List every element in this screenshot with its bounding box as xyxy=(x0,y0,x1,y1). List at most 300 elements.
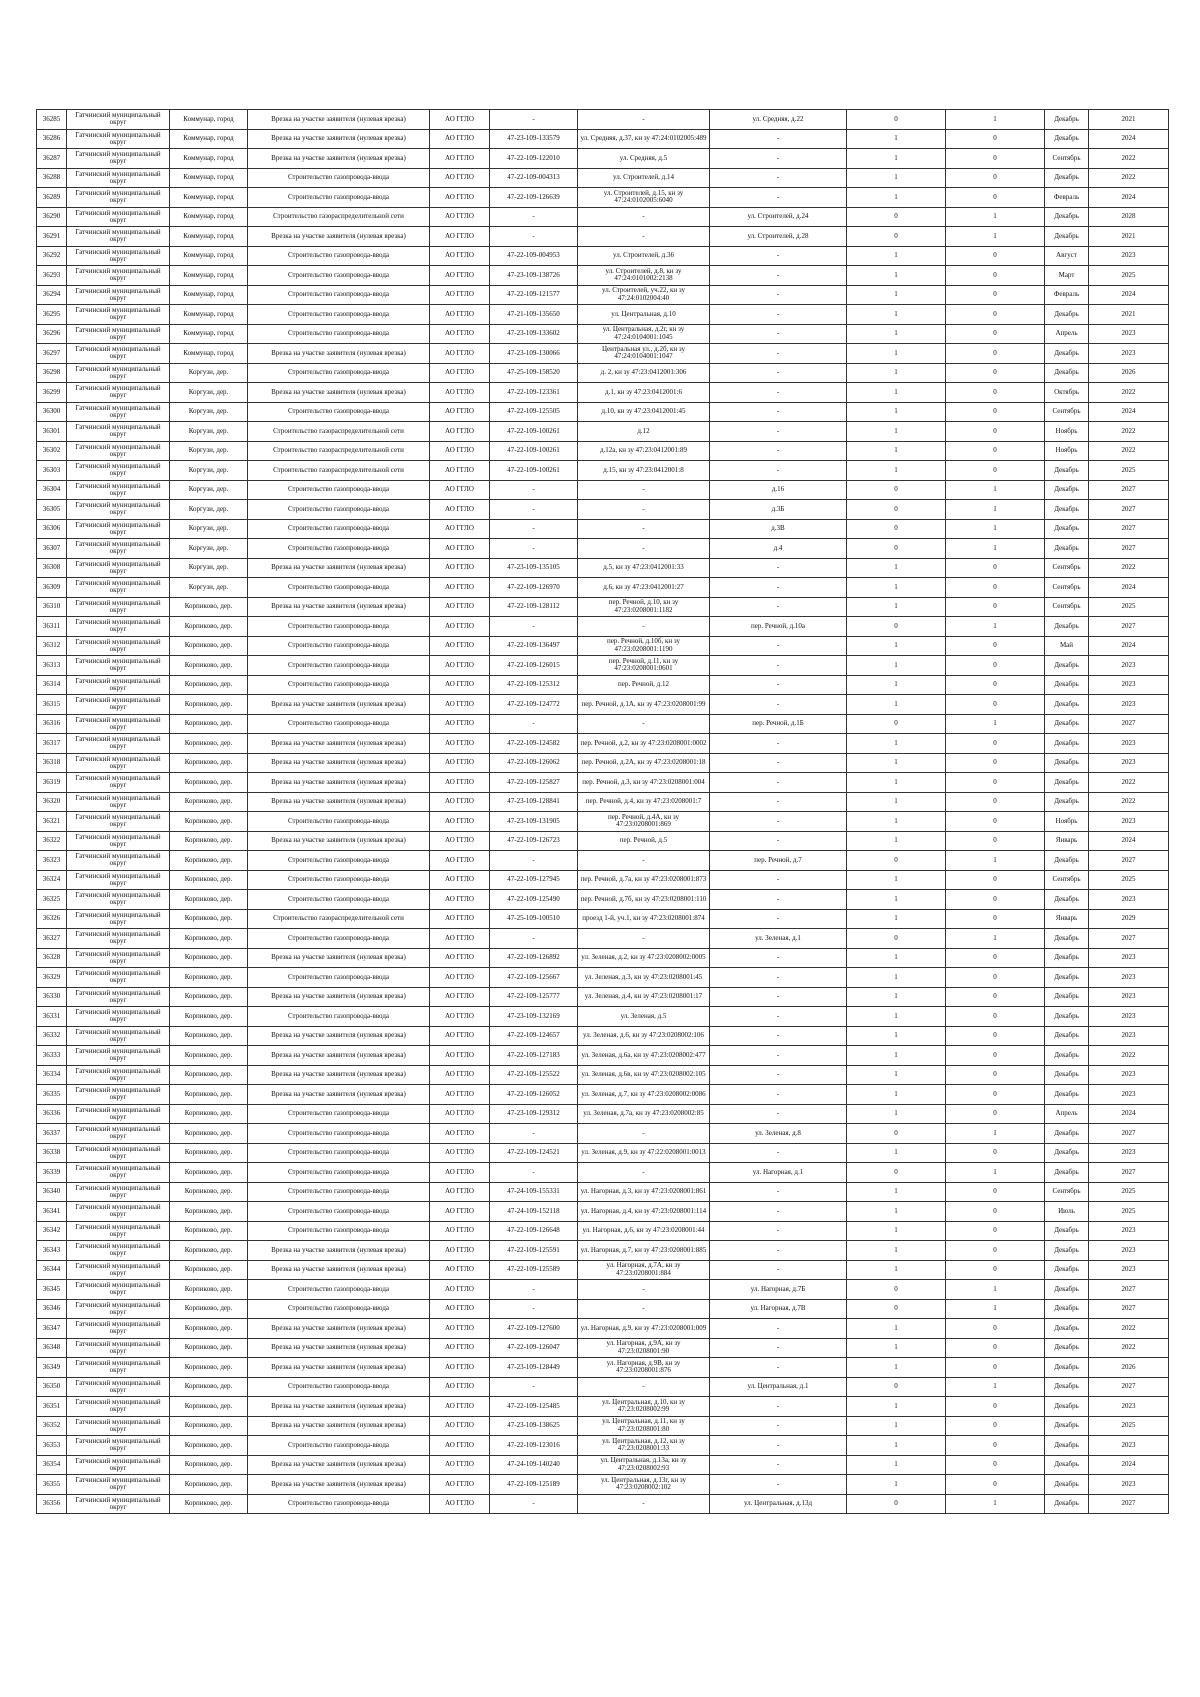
count-a-cell: 1 xyxy=(847,968,946,988)
year-cell: 2021 xyxy=(1089,305,1169,325)
planned-address-cell: - xyxy=(710,1202,847,1222)
contract-number-cell: - xyxy=(490,851,578,871)
month-cell: Декабрь xyxy=(1045,968,1089,988)
count-a-cell: 1 xyxy=(847,1104,946,1124)
work-type-cell: Врезка на участке заявителя (нулевая врезка) xyxy=(248,1026,430,1046)
organization-cell: АО ГГЛО xyxy=(430,636,490,656)
month-cell: Декабрь xyxy=(1045,480,1089,500)
locality-cell: Коммунар, город xyxy=(170,227,248,247)
planned-address-cell: пер. Речной, д.1Б xyxy=(710,714,847,734)
table-row xyxy=(37,207,1169,227)
month-cell: Сентябрь xyxy=(1045,149,1089,169)
year-cell: 2022 xyxy=(1089,441,1169,461)
row-number: 36348 xyxy=(37,1338,67,1358)
count-b-cell: 1 xyxy=(946,929,1045,949)
work-type-cell: Врезка на участке заявителя (нулевая врезка) xyxy=(248,1338,430,1358)
table-row xyxy=(37,597,1169,617)
table-row xyxy=(37,1436,1169,1456)
district-cell: Гатчинский муниципальный округ xyxy=(67,948,170,968)
contract-number-cell: - xyxy=(490,110,578,130)
count-b-cell: 0 xyxy=(946,1260,1045,1280)
organization-cell: АО ГГЛО xyxy=(430,227,490,247)
contract-number-cell: - xyxy=(490,1377,578,1397)
month-cell: Декабрь xyxy=(1045,129,1089,149)
year-cell: 2024 xyxy=(1089,129,1169,149)
work-type-cell: Строительство газопровода-ввода xyxy=(248,714,430,734)
month-cell: Декабрь xyxy=(1045,1241,1089,1261)
row-number: 36342 xyxy=(37,1221,67,1241)
organization-cell: АО ГГЛО xyxy=(430,597,490,617)
year-cell: 2024 xyxy=(1089,1104,1169,1124)
table-row xyxy=(37,422,1169,442)
cadastral-address-cell: - xyxy=(578,110,710,130)
count-b-cell: 0 xyxy=(946,168,1045,188)
district-cell: Гатчинский муниципальный округ xyxy=(67,461,170,481)
contract-number-cell: 47-22-109-125589 xyxy=(490,1260,578,1280)
count-b-cell: 1 xyxy=(946,1494,1045,1514)
contract-number-cell: - xyxy=(490,519,578,539)
planned-address-cell: д.3В xyxy=(710,519,847,539)
planned-address-cell: д.16 xyxy=(710,480,847,500)
contract-number-cell: 47-22-109-124772 xyxy=(490,695,578,715)
count-b-cell: 1 xyxy=(946,1299,1045,1319)
contract-number-cell: 47-23-109-138726 xyxy=(490,266,578,286)
work-type-cell: Строительство газопровода-ввода xyxy=(248,1124,430,1144)
table-row xyxy=(37,890,1169,910)
district-cell: Гатчинский муниципальный округ xyxy=(67,617,170,637)
planned-address-cell: - xyxy=(710,675,847,695)
table-row xyxy=(37,1202,1169,1222)
cadastral-address-cell: ул. Центральная, д.13а, кн зу 47:23:0208002:93 xyxy=(578,1455,710,1475)
district-cell: Гатчинский муниципальный округ xyxy=(67,305,170,325)
count-a-cell: 1 xyxy=(847,1202,946,1222)
month-cell: Сентябрь xyxy=(1045,1182,1089,1202)
locality-cell: Корпиково, дер. xyxy=(170,987,248,1007)
organization-cell: АО ГГЛО xyxy=(430,402,490,422)
row-number: 36304 xyxy=(37,480,67,500)
work-type-cell: Строительство газопровода-ввода xyxy=(248,480,430,500)
table-row xyxy=(37,1377,1169,1397)
district-cell: Гатчинский муниципальный округ xyxy=(67,1026,170,1046)
count-b-cell: 0 xyxy=(946,402,1045,422)
organization-cell: АО ГГЛО xyxy=(430,1319,490,1339)
locality-cell: Корпиково, дер. xyxy=(170,1416,248,1436)
year-cell: 2023 xyxy=(1089,968,1169,988)
count-b-cell: 0 xyxy=(946,149,1045,169)
row-number: 36290 xyxy=(37,207,67,227)
count-a-cell: 0 xyxy=(847,617,946,637)
cadastral-address-cell: - xyxy=(578,1494,710,1514)
count-a-cell: 1 xyxy=(847,1241,946,1261)
row-number: 36355 xyxy=(37,1475,67,1495)
table-row xyxy=(37,363,1169,383)
district-cell: Гатчинский муниципальный округ xyxy=(67,1455,170,1475)
year-cell: 2027 xyxy=(1089,851,1169,871)
cadastral-address-cell: ул. Центральная, д.2г, кн зу 47:24:0104001:1045 xyxy=(578,324,710,344)
month-cell: Декабрь xyxy=(1045,1007,1089,1027)
cadastral-address-cell: пер. Речной, д.2, кн зу 47:23:0208001:0002 xyxy=(578,734,710,754)
work-type-cell: Строительство газопровода-ввода xyxy=(248,656,430,676)
cadastral-address-cell: ул. Средняя, д.37, кн зу 47:24:0102005:489 xyxy=(578,129,710,149)
year-cell: 2022 xyxy=(1089,1338,1169,1358)
district-cell: Гатчинский муниципальный округ xyxy=(67,987,170,1007)
organization-cell: АО ГГЛО xyxy=(430,461,490,481)
count-b-cell: 0 xyxy=(946,1143,1045,1163)
month-cell: Декабрь xyxy=(1045,110,1089,130)
planned-address-cell: ул. Строителей, д.24 xyxy=(710,207,847,227)
organization-cell: АО ГГЛО xyxy=(430,344,490,364)
cadastral-address-cell: пер. Речной, д.10, кн зу 47:23:0208001:1182 xyxy=(578,597,710,617)
planned-address-cell: - xyxy=(710,285,847,305)
work-type-cell: Строительство газопровода-ввода xyxy=(248,870,430,890)
organization-cell: АО ГГЛО xyxy=(430,1241,490,1261)
table-row xyxy=(37,987,1169,1007)
count-a-cell: 1 xyxy=(847,948,946,968)
locality-cell: Корпиково, дер. xyxy=(170,1397,248,1417)
year-cell: 2023 xyxy=(1089,695,1169,715)
cadastral-address-cell: пер. Речной, д.11, кн зу 47:23:0208001:0601 xyxy=(578,656,710,676)
district-cell: Гатчинский муниципальный округ xyxy=(67,1436,170,1456)
table-row xyxy=(37,1104,1169,1124)
district-cell: Гатчинский муниципальный округ xyxy=(67,656,170,676)
count-b-cell: 1 xyxy=(946,1377,1045,1397)
organization-cell: АО ГГЛО xyxy=(430,1104,490,1124)
contract-number-cell: 47-22-109-128112 xyxy=(490,597,578,617)
work-type-cell: Врезка на участке заявителя (нулевая врезка) xyxy=(248,1065,430,1085)
table-row xyxy=(37,1182,1169,1202)
district-cell: Гатчинский муниципальный округ xyxy=(67,1202,170,1222)
month-cell: Декабрь xyxy=(1045,987,1089,1007)
locality-cell: Коргузи, дер. xyxy=(170,461,248,481)
month-cell: Декабрь xyxy=(1045,227,1089,247)
table-row xyxy=(37,1026,1169,1046)
contract-number-cell: 47-22-109-125777 xyxy=(490,987,578,1007)
count-b-cell: 1 xyxy=(946,617,1045,637)
planned-address-cell: - xyxy=(710,753,847,773)
planned-address-cell: - xyxy=(710,1358,847,1378)
planned-address-cell: - xyxy=(710,168,847,188)
district-cell: Гатчинский муниципальный округ xyxy=(67,1104,170,1124)
organization-cell: АО ГГЛО xyxy=(430,968,490,988)
organization-cell: АО ГГЛО xyxy=(430,149,490,169)
year-cell: 2022 xyxy=(1089,168,1169,188)
district-cell: Гатчинский муниципальный округ xyxy=(67,539,170,559)
district-cell: Гатчинский муниципальный округ xyxy=(67,714,170,734)
table-row xyxy=(37,948,1169,968)
cadastral-address-cell: - xyxy=(578,1280,710,1300)
contract-number-cell: 47-22-109-126639 xyxy=(490,188,578,208)
work-type-cell: Строительство газопровода-ввода xyxy=(248,812,430,832)
year-cell: 2025 xyxy=(1089,1202,1169,1222)
work-type-cell: Врезка на участке заявителя (нулевая врезка) xyxy=(248,1475,430,1495)
planned-address-cell: ул. Нагорная, д.7Б xyxy=(710,1280,847,1300)
year-cell: 2022 xyxy=(1089,1046,1169,1066)
district-cell: Гатчинский муниципальный округ xyxy=(67,129,170,149)
count-a-cell: 1 xyxy=(847,812,946,832)
organization-cell: АО ГГЛО xyxy=(430,266,490,286)
planned-address-cell: - xyxy=(710,1085,847,1105)
count-a-cell: 1 xyxy=(847,363,946,383)
count-b-cell: 0 xyxy=(946,831,1045,851)
planned-address-cell: ул. Центральная, д.13д xyxy=(710,1494,847,1514)
year-cell: 2027 xyxy=(1089,1280,1169,1300)
count-b-cell: 1 xyxy=(946,1280,1045,1300)
month-cell: Декабрь xyxy=(1045,1475,1089,1495)
contract-number-cell: 47-21-109-135650 xyxy=(490,305,578,325)
planned-address-cell: ул. Строителей, д.28 xyxy=(710,227,847,247)
contract-number-cell: 47-22-109-126892 xyxy=(490,948,578,968)
planned-address-cell: - xyxy=(710,909,847,929)
count-a-cell: 1 xyxy=(847,773,946,793)
table-row xyxy=(37,519,1169,539)
work-type-cell: Строительство газопровода-ввода xyxy=(248,1143,430,1163)
planned-address-cell: - xyxy=(710,441,847,461)
locality-cell: Корпиково, дер. xyxy=(170,656,248,676)
count-b-cell: 1 xyxy=(946,110,1045,130)
locality-cell: Коргузи, дер. xyxy=(170,383,248,403)
locality-cell: Корпиково, дер. xyxy=(170,929,248,949)
month-cell: Декабрь xyxy=(1045,890,1089,910)
contract-number-cell: 47-23-109-128841 xyxy=(490,792,578,812)
count-a-cell: 1 xyxy=(847,1358,946,1378)
count-b-cell: 0 xyxy=(946,1416,1045,1436)
contract-number-cell: 47-24-109-152118 xyxy=(490,1202,578,1222)
organization-cell: АО ГГЛО xyxy=(430,695,490,715)
work-type-cell: Врезка на участке заявителя (нулевая врезка) xyxy=(248,753,430,773)
planned-address-cell: - xyxy=(710,578,847,598)
row-number: 36337 xyxy=(37,1124,67,1144)
work-type-cell: Строительство газопровода-ввода xyxy=(248,1202,430,1222)
year-cell: 2027 xyxy=(1089,519,1169,539)
locality-cell: Коммунар, город xyxy=(170,110,248,130)
planned-address-cell: - xyxy=(710,831,847,851)
count-a-cell: 0 xyxy=(847,714,946,734)
district-cell: Гатчинский муниципальный округ xyxy=(67,480,170,500)
locality-cell: Корпиково, дер. xyxy=(170,1319,248,1339)
year-cell: 2023 xyxy=(1089,246,1169,266)
district-cell: Гатчинский муниципальный округ xyxy=(67,1319,170,1339)
row-number: 36350 xyxy=(37,1377,67,1397)
locality-cell: Коргузи, дер. xyxy=(170,500,248,520)
contract-number-cell: 47-22-109-004313 xyxy=(490,168,578,188)
organization-cell: АО ГГЛО xyxy=(430,246,490,266)
organization-cell: АО ГГЛО xyxy=(430,441,490,461)
table-row xyxy=(37,812,1169,832)
organization-cell: АО ГГЛО xyxy=(430,909,490,929)
district-cell: Гатчинский муниципальный округ xyxy=(67,207,170,227)
month-cell: Декабрь xyxy=(1045,714,1089,734)
locality-cell: Коммунар, город xyxy=(170,266,248,286)
month-cell: Декабрь xyxy=(1045,1377,1089,1397)
year-cell: 2023 xyxy=(1089,890,1169,910)
organization-cell: АО ГГЛО xyxy=(430,929,490,949)
organization-cell: АО ГГЛО xyxy=(430,1299,490,1319)
work-type-cell: Врезка на участке заявителя (нулевая врезка) xyxy=(248,948,430,968)
month-cell: Сентябрь xyxy=(1045,578,1089,598)
year-cell: 2022 xyxy=(1089,383,1169,403)
count-b-cell: 0 xyxy=(946,1221,1045,1241)
year-cell: 2022 xyxy=(1089,149,1169,169)
contract-number-cell: 47-22-109-126062 xyxy=(490,753,578,773)
planned-address-cell: - xyxy=(710,987,847,1007)
district-cell: Гатчинский муниципальный округ xyxy=(67,519,170,539)
count-a-cell: 1 xyxy=(847,578,946,598)
year-cell: 2023 xyxy=(1089,1085,1169,1105)
year-cell: 2024 xyxy=(1089,831,1169,851)
planned-address-cell: - xyxy=(710,344,847,364)
district-cell: Гатчинский муниципальный округ xyxy=(67,1377,170,1397)
organization-cell: АО ГГЛО xyxy=(430,812,490,832)
count-a-cell: 0 xyxy=(847,207,946,227)
district-cell: Гатчинский муниципальный округ xyxy=(67,363,170,383)
cadastral-address-cell: д.12 xyxy=(578,422,710,442)
organization-cell: АО ГГЛО xyxy=(430,851,490,871)
table-row xyxy=(37,1299,1169,1319)
contract-number-cell: 47-22-109-122010 xyxy=(490,149,578,169)
year-cell: 2027 xyxy=(1089,500,1169,520)
count-a-cell: 1 xyxy=(847,695,946,715)
district-cell: Гатчинский муниципальный округ xyxy=(67,1046,170,1066)
count-b-cell: 0 xyxy=(946,1436,1045,1456)
locality-cell: Корпиково, дер. xyxy=(170,1202,248,1222)
contract-number-cell: 47-22-109-125591 xyxy=(490,1241,578,1261)
table-row xyxy=(37,1260,1169,1280)
table-row xyxy=(37,1494,1169,1514)
month-cell: Декабрь xyxy=(1045,695,1089,715)
row-number: 36301 xyxy=(37,422,67,442)
locality-cell: Корпиково, дер. xyxy=(170,792,248,812)
row-number: 36288 xyxy=(37,168,67,188)
row-number: 36286 xyxy=(37,129,67,149)
organization-cell: АО ГГЛО xyxy=(430,500,490,520)
locality-cell: Корпиково, дер. xyxy=(170,1280,248,1300)
cadastral-address-cell: ул. Центральная, д.12, кн зу 47:23:0208001:33 xyxy=(578,1436,710,1456)
district-cell: Гатчинский муниципальный округ xyxy=(67,695,170,715)
count-b-cell: 0 xyxy=(946,753,1045,773)
contract-number-cell: 47-22-109-127183 xyxy=(490,1046,578,1066)
month-cell: Декабрь xyxy=(1045,344,1089,364)
contract-number-cell: 47-23-109-132169 xyxy=(490,1007,578,1027)
year-cell: 2022 xyxy=(1089,422,1169,442)
cadastral-address-cell: ул. Зеленая, д.5 xyxy=(578,1007,710,1027)
table-row xyxy=(37,1007,1169,1027)
year-cell: 2027 xyxy=(1089,1124,1169,1144)
organization-cell: АО ГГЛО xyxy=(430,870,490,890)
cadastral-address-cell: пер. Речной, д.12 xyxy=(578,675,710,695)
table-row xyxy=(37,831,1169,851)
planned-address-cell: - xyxy=(710,1319,847,1339)
year-cell: 2026 xyxy=(1089,363,1169,383)
month-cell: Январь xyxy=(1045,831,1089,851)
month-cell: Декабрь xyxy=(1045,305,1089,325)
planned-address-cell: - xyxy=(710,1475,847,1495)
contract-number-cell: 47-22-109-126047 xyxy=(490,1338,578,1358)
row-number: 36306 xyxy=(37,519,67,539)
planned-address-cell: - xyxy=(710,1397,847,1417)
organization-cell: АО ГГЛО xyxy=(430,1338,490,1358)
work-type-cell: Строительство газопровода-ввода xyxy=(248,188,430,208)
district-cell: Гатчинский муниципальный округ xyxy=(67,1124,170,1144)
month-cell: Апрель xyxy=(1045,324,1089,344)
cadastral-address-cell: ул. Нагорная, д.4, кн зу 47:23:0208001:114 xyxy=(578,1202,710,1222)
planned-address-cell: - xyxy=(710,890,847,910)
cadastral-address-cell: пер. Речной, д.4, кн зу 47:23:0208001:7 xyxy=(578,792,710,812)
table-row xyxy=(37,909,1169,929)
planned-address-cell: - xyxy=(710,558,847,578)
month-cell: Декабрь xyxy=(1045,1397,1089,1417)
row-number: 36338 xyxy=(37,1143,67,1163)
year-cell: 2027 xyxy=(1089,929,1169,949)
planned-address-cell: - xyxy=(710,1104,847,1124)
month-cell: Декабрь xyxy=(1045,363,1089,383)
month-cell: Май xyxy=(1045,636,1089,656)
month-cell: Декабрь xyxy=(1045,1338,1089,1358)
year-cell: 2023 xyxy=(1089,1397,1169,1417)
month-cell: Ноябрь xyxy=(1045,422,1089,442)
contract-number-cell: 47-22-109-124582 xyxy=(490,734,578,754)
locality-cell: Корпиково, дер. xyxy=(170,753,248,773)
count-a-cell: 1 xyxy=(847,1182,946,1202)
count-a-cell: 1 xyxy=(847,1416,946,1436)
organization-cell: АО ГГЛО xyxy=(430,1143,490,1163)
district-cell: Гатчинский муниципальный округ xyxy=(67,929,170,949)
contract-number-cell: 47-22-109-125312 xyxy=(490,675,578,695)
contract-number-cell: 47-22-109-125522 xyxy=(490,1065,578,1085)
year-cell: 2027 xyxy=(1089,714,1169,734)
row-number: 36298 xyxy=(37,363,67,383)
organization-cell: АО ГГЛО xyxy=(430,1455,490,1475)
row-number: 36315 xyxy=(37,695,67,715)
district-cell: Гатчинский муниципальный округ xyxy=(67,1338,170,1358)
count-a-cell: 1 xyxy=(847,1455,946,1475)
count-b-cell: 0 xyxy=(946,363,1045,383)
contract-number-cell: 47-23-109-129312 xyxy=(490,1104,578,1124)
count-b-cell: 0 xyxy=(946,636,1045,656)
cadastral-address-cell: д.15, кн зу 47:23:0412001:8 xyxy=(578,461,710,481)
locality-cell: Корпиково, дер. xyxy=(170,714,248,734)
district-cell: Гатчинский муниципальный округ xyxy=(67,773,170,793)
count-b-cell: 1 xyxy=(946,480,1045,500)
locality-cell: Корпиково, дер. xyxy=(170,1377,248,1397)
contract-number-cell: - xyxy=(490,227,578,247)
row-number: 36292 xyxy=(37,246,67,266)
organization-cell: АО ГГЛО xyxy=(430,1163,490,1183)
count-a-cell: 1 xyxy=(847,1260,946,1280)
contract-number-cell: 47-22-109-125667 xyxy=(490,968,578,988)
table-row xyxy=(37,324,1169,344)
work-type-cell: Строительство газопровода-ввода xyxy=(248,246,430,266)
count-a-cell: 1 xyxy=(847,870,946,890)
count-b-cell: 0 xyxy=(946,344,1045,364)
table-row xyxy=(37,441,1169,461)
count-a-cell: 0 xyxy=(847,851,946,871)
count-b-cell: 0 xyxy=(946,422,1045,442)
count-a-cell: 1 xyxy=(847,909,946,929)
month-cell: Декабрь xyxy=(1045,1046,1089,1066)
locality-cell: Корпиково, дер. xyxy=(170,1221,248,1241)
count-b-cell: 0 xyxy=(946,695,1045,715)
year-cell: 2023 xyxy=(1089,1065,1169,1085)
planned-address-cell: пер. Речной, д.7 xyxy=(710,851,847,871)
planned-address-cell: - xyxy=(710,695,847,715)
count-b-cell: 0 xyxy=(946,1046,1045,1066)
contract-number-cell: 47-22-109-125485 xyxy=(490,1397,578,1417)
cadastral-address-cell: пер. Речной, д.2А, кн зу 47:23:0208001:18 xyxy=(578,753,710,773)
count-a-cell: 1 xyxy=(847,285,946,305)
locality-cell: Корпиково, дер. xyxy=(170,695,248,715)
count-a-cell: 0 xyxy=(847,110,946,130)
district-cell: Гатчинский муниципальный округ xyxy=(67,812,170,832)
